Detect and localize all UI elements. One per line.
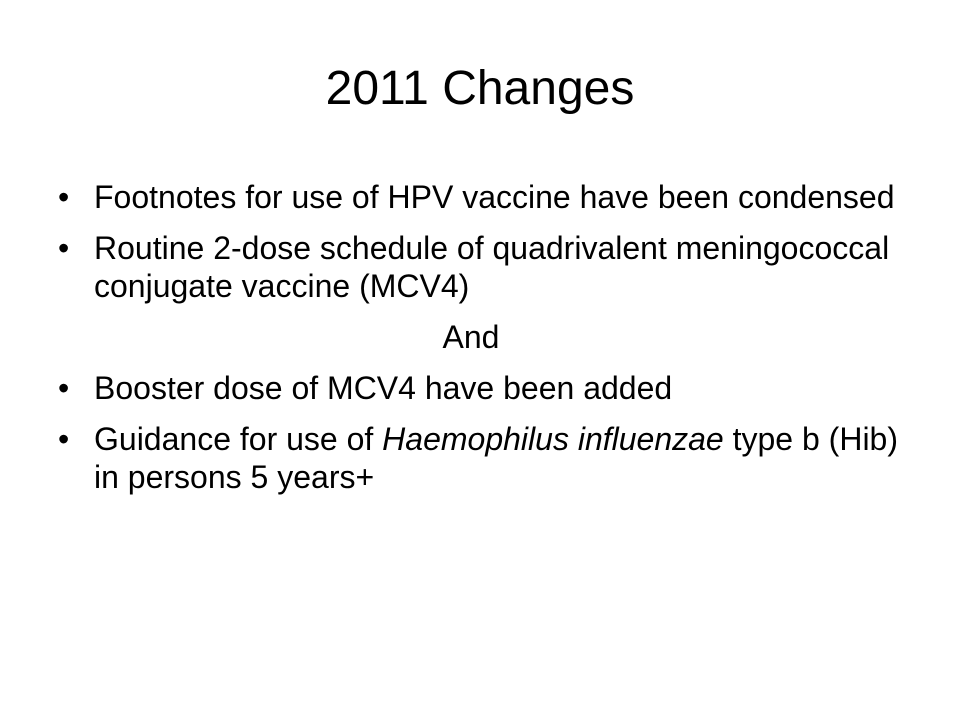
bullet-text-segment: Guidance for use of xyxy=(94,421,383,457)
bullet-item-hib-guidance xyxy=(58,420,918,496)
connector-text: And xyxy=(442,319,500,355)
bullet-item-hpv-footnotes xyxy=(58,178,918,216)
bullet-item-mcv4-schedule xyxy=(58,229,918,305)
bullet-icon: • xyxy=(58,370,70,406)
italic-organism-name: Haemophilus influenzae xyxy=(382,421,724,457)
bullet-list xyxy=(58,178,918,509)
bullet-text: Routine 2-dose schedule of quadrivalent meningococcal conjugate vaccine (MCV4) xyxy=(94,230,890,304)
bullet-icon: • xyxy=(58,179,70,215)
bullet-text-segment: type b (Hib) in persons 5 years+ xyxy=(94,421,898,495)
bullet-icon: • xyxy=(58,421,70,457)
bullet-text: Footnotes for use of HPV vaccine have been condensed xyxy=(94,179,895,215)
slide-title: 2011 Changes xyxy=(325,62,635,115)
bullet-text xyxy=(94,420,918,496)
bullet-item-mcv4-booster xyxy=(58,369,918,407)
bullet-icon: • xyxy=(58,230,70,266)
bullet-text: Booster dose of MCV4 have been added xyxy=(94,370,673,406)
